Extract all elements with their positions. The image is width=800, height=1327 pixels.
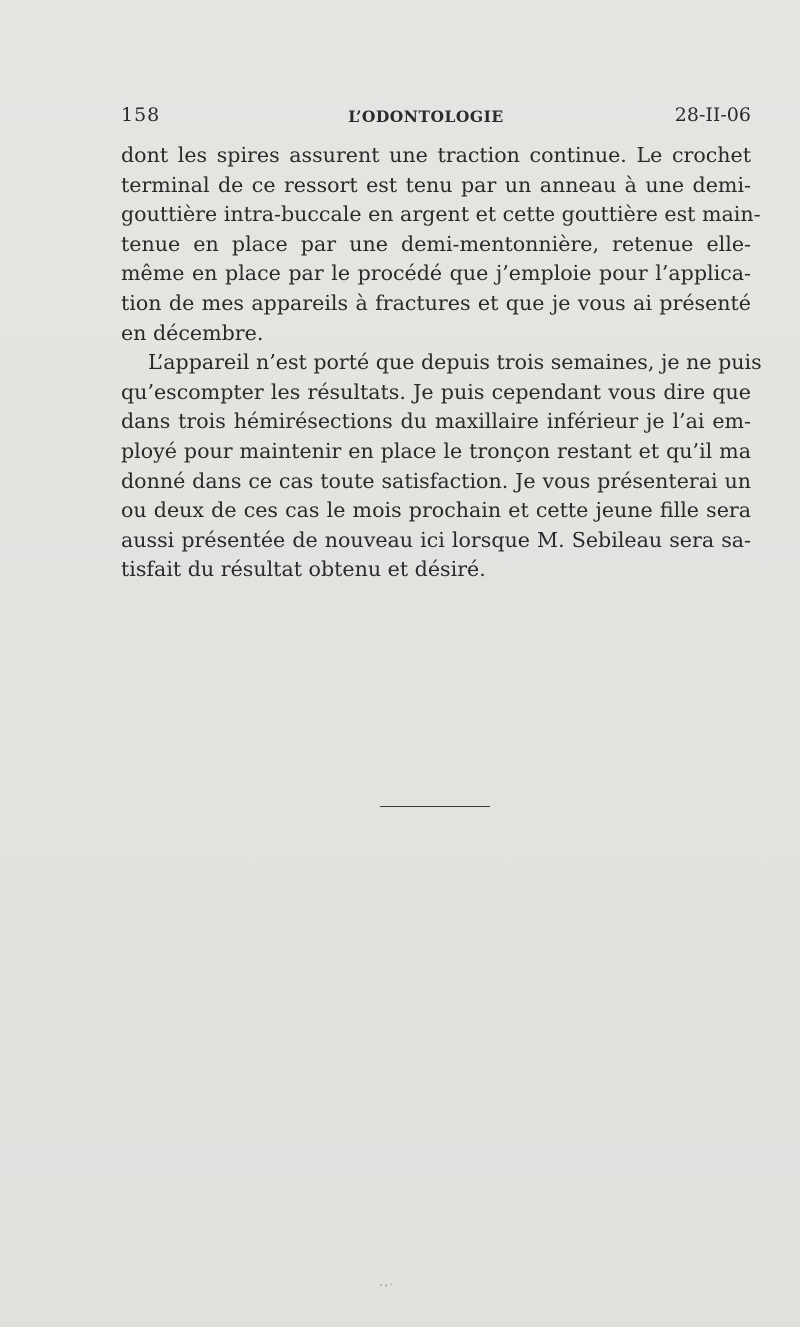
text-line: ployé pour maintenir en place le tronçon restant et qu’il ma xyxy=(121,438,751,463)
text-line: donné dans ce cas toute satisfaction. Je vous présenterai un xyxy=(121,468,751,493)
text-line: en décembre. xyxy=(121,320,264,345)
page-number: 158 xyxy=(121,104,161,126)
text-line: L’appareil n’est porté que depuis trois semaines, je ne puis xyxy=(148,350,762,375)
paragraph xyxy=(121,141,761,348)
text-line: même en place par le procédé que j’emploie pour l’applica- xyxy=(121,261,751,286)
text-line: dans trois hémirésections du maxillaire inférieur je l’ai em- xyxy=(121,409,751,434)
text-line: tenue en place par une demi-mentonnière, retenue elle- xyxy=(121,231,751,256)
running-head xyxy=(121,104,751,132)
text-line: terminal de ce ressort est tenu par un anneau à une demi- xyxy=(121,172,751,197)
text-line: aussi présentée de nouveau ici lorsque M. Sebileau sera sa- xyxy=(121,527,751,552)
text-line: ou deux de ces cas le mois prochain et cette jeune fille sera xyxy=(121,498,751,523)
text-line: tion de mes appareils à fractures et que je vous ai présenté xyxy=(121,290,751,315)
text-line: qu’escompter les résultats. Je puis cependant vous dire que xyxy=(121,379,751,404)
print-mark xyxy=(378,1282,396,1288)
ink-speck-icon xyxy=(378,1282,396,1288)
body-text xyxy=(121,141,762,585)
text-line: tisfait du résultat obtenu et désiré. xyxy=(121,557,486,582)
paragraph xyxy=(121,348,762,585)
text-line: dont les spires assurent une traction continue. Le crochet xyxy=(121,143,751,167)
section-divider xyxy=(380,806,490,807)
text-line: gouttière intra-buccale en argent et cette gouttière est main- xyxy=(121,202,761,227)
journal-title: L’ODONTOLOGIE xyxy=(348,107,504,126)
issue-date: 28-II-06 xyxy=(674,104,751,126)
